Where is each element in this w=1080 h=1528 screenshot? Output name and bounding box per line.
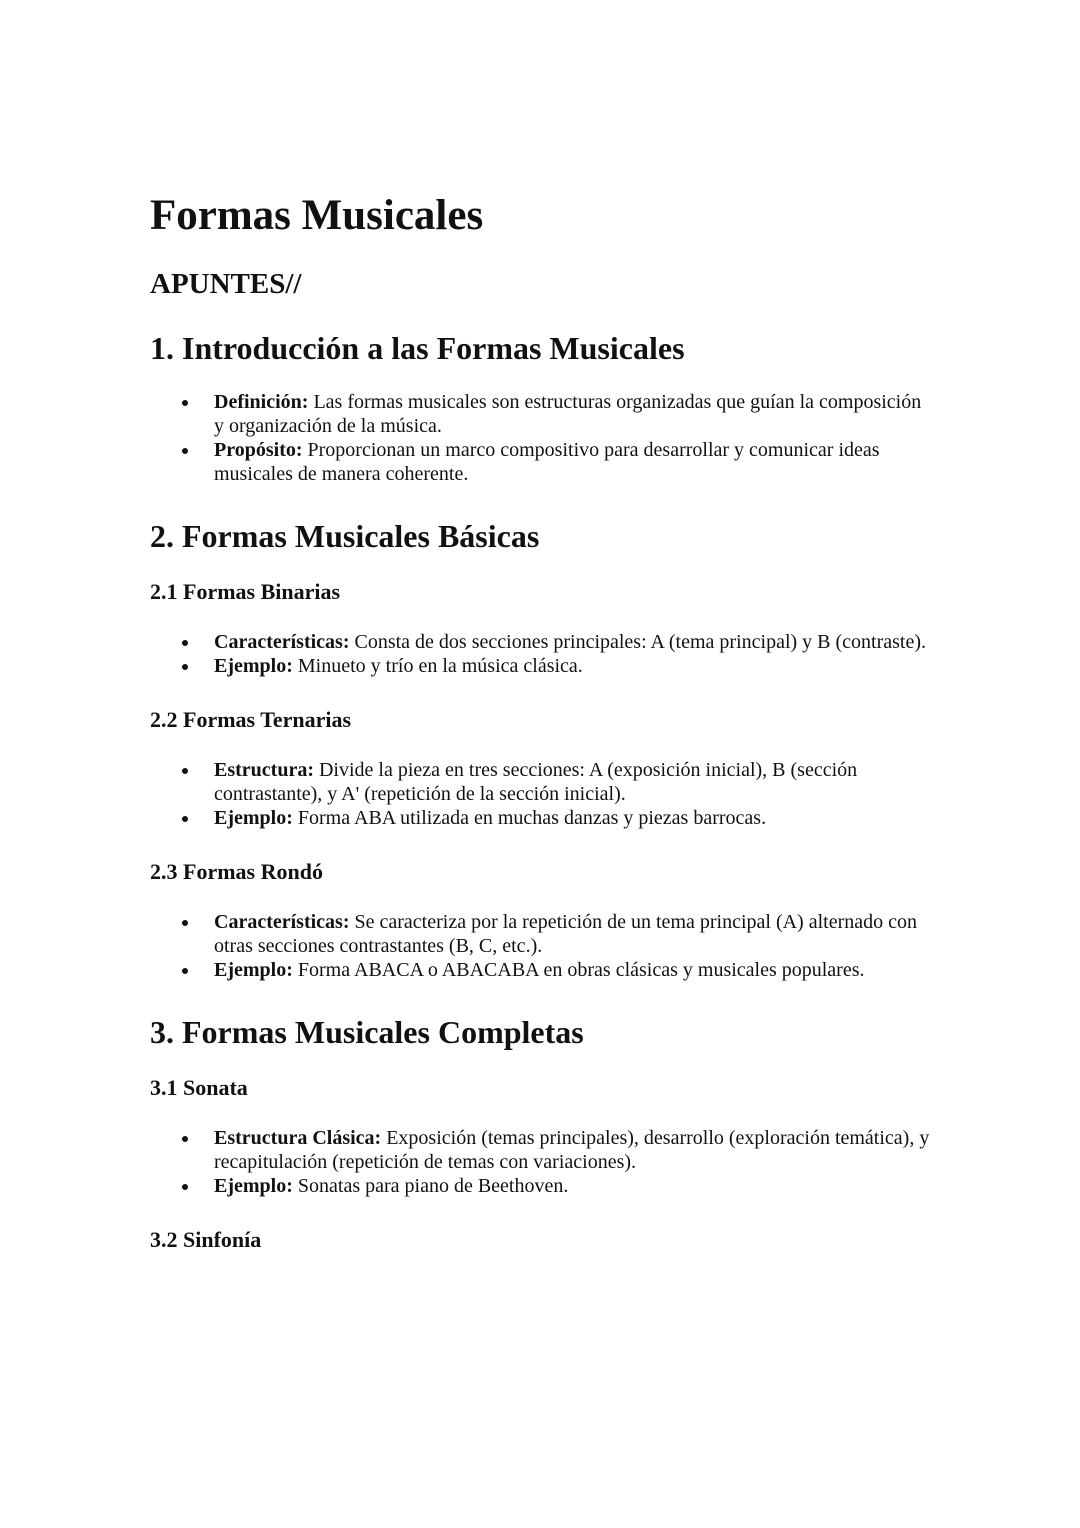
bullet-list <box>150 758 930 830</box>
bullet-icon <box>182 968 188 974</box>
item-text: Proporcionan un marco compositivo para desarrollar y comunicar ideas musicales de manera coherente. <box>214 439 880 485</box>
document-title: Formas Musicales <box>150 192 484 239</box>
item-text: Forma ABA utilizada en muchas danzas y piezas barrocas. <box>292 807 767 829</box>
item-text: Forma ABACA o ABACABA en obras clásicas y musicales populares. <box>292 959 865 981</box>
subsection-heading-3-1: 3.1 Sonata <box>150 1075 248 1100</box>
item-text: Sonatas para piano de Beethoven. <box>292 1175 569 1197</box>
list-item <box>150 806 930 830</box>
bullet-icon <box>182 640 188 646</box>
subsection-heading-3-2: 3.2 Sinfonía <box>150 1227 262 1252</box>
bullet-list <box>150 1126 930 1198</box>
list-item <box>150 438 930 486</box>
bullet-icon <box>182 448 188 454</box>
bullet-icon <box>182 920 188 926</box>
item-label: Ejemplo: <box>214 655 293 677</box>
subsection-heading-2-3: 2.3 Formas Rondó <box>150 859 323 884</box>
section-heading-2: 2. Formas Musicales Básicas <box>150 518 540 554</box>
bullet-icon <box>182 1136 188 1142</box>
section-heading-1: 1. Introducción a las Formas Musicales <box>150 330 685 366</box>
bullet-icon <box>182 664 188 670</box>
list-item <box>150 390 930 438</box>
list-item <box>150 630 930 654</box>
item-label: Ejemplo: <box>214 1175 293 1197</box>
bullet-icon <box>182 400 188 406</box>
item-text: Exposición (temas principales), desarrollo (exploración temática), y recapitulación (repetición de temas con variaciones). <box>214 1127 930 1173</box>
item-label: Definición: <box>214 391 309 413</box>
item-label: Estructura Clásica: <box>214 1127 382 1149</box>
section-heading-3: 3. Formas Musicales Completas <box>150 1014 584 1050</box>
list-item <box>150 758 930 806</box>
list-item <box>150 910 930 958</box>
document-subtitle: APUNTES// <box>150 268 302 300</box>
item-label: Características: <box>214 911 350 933</box>
subsection-heading-2-1: 2.1 Formas Binarias <box>150 579 341 604</box>
list-item <box>150 958 930 982</box>
item-label: Estructura: <box>214 759 314 781</box>
list-item <box>150 1126 930 1174</box>
item-text: Minueto y trío en la música clásica. <box>292 655 583 677</box>
bullet-icon <box>182 816 188 822</box>
bullet-icon <box>182 1184 188 1190</box>
item-label: Ejemplo: <box>214 807 293 829</box>
list-item <box>150 654 930 678</box>
item-label: Ejemplo: <box>214 959 293 981</box>
item-text: Consta de dos secciones principales: A (tema principal) y B (contraste). <box>349 631 927 653</box>
list-item <box>150 1174 930 1198</box>
bullet-icon <box>182 768 188 774</box>
bullet-list <box>150 910 930 982</box>
item-label: Características: <box>214 631 350 653</box>
bullet-list <box>150 390 930 486</box>
item-text: Divide la pieza en tres secciones: A (exposición inicial), B (sección contrastante), y A' (repetición de la sección inicial). <box>214 759 858 805</box>
item-text: Se caracteriza por la repetición de un tema principal (A) alternado con otras secciones contrastantes (B, C, etc.). <box>214 911 917 957</box>
bullet-list <box>150 630 930 678</box>
item-label: Propósito: <box>214 439 303 461</box>
document-page <box>150 190 930 1278</box>
item-text: Las formas musicales son estructuras organizadas que guían la composición y organización de la música. <box>214 391 922 437</box>
subsection-heading-2-2: 2.2 Formas Ternarias <box>150 707 352 732</box>
